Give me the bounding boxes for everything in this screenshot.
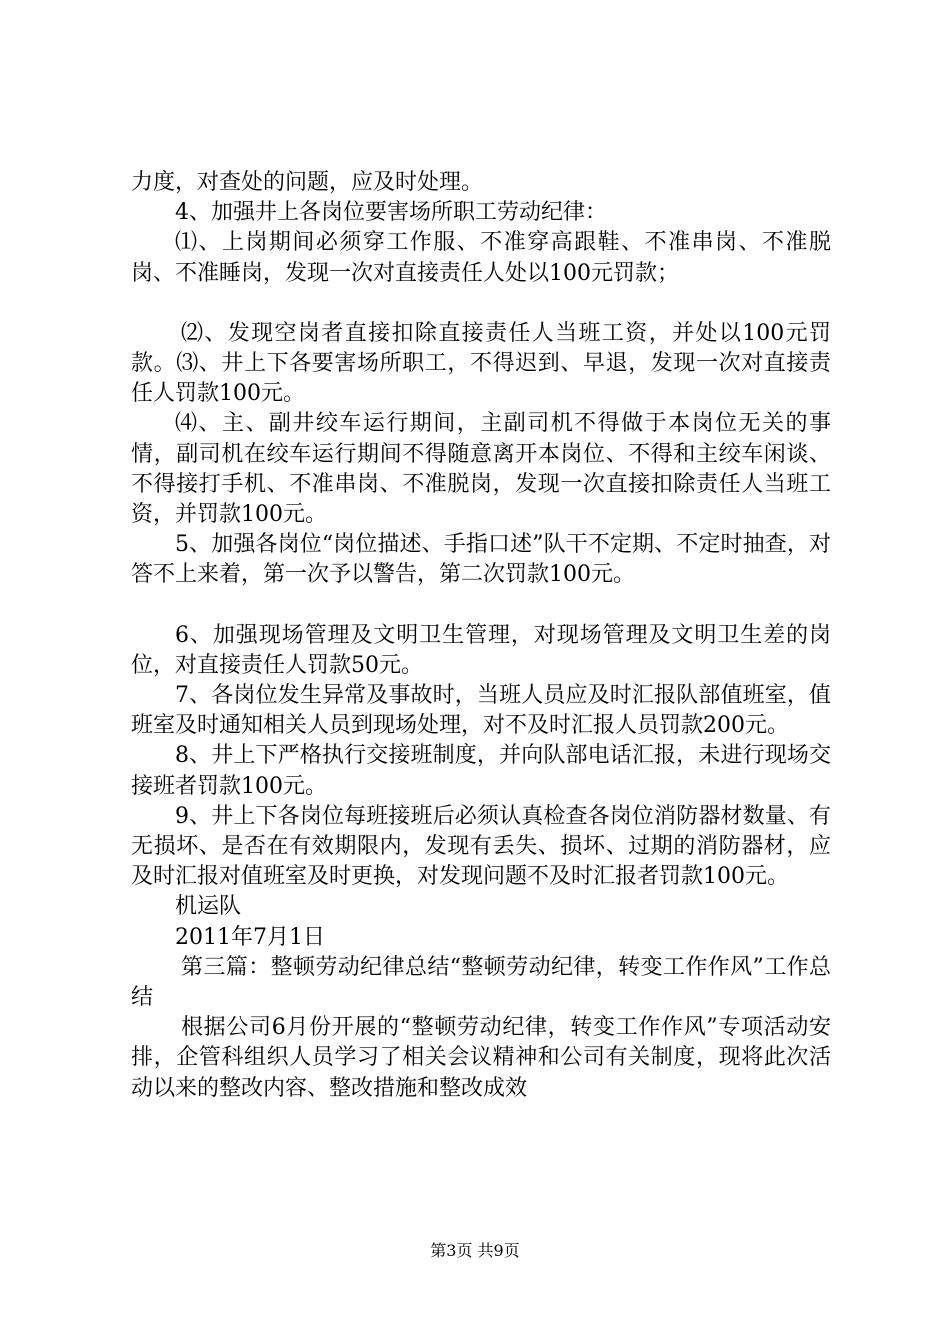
- paragraph-subitem-4: ⑷、主、副井绞车运行期间，主副司机不得做于本岗位无关的事情，副司机在绞车运行期间不得随意离开本岗位、不得和主绞车闲谈、不得接打手机、不准串岗、不准脱岗，发现一次直接扣除责任人当班工资，并罚款100元。: [131, 411, 831, 528]
- signature-date: 2011年7月1日: [175, 924, 325, 950]
- paragraph-continuation: 力度，对查处的问题，应及时处理。: [131, 170, 484, 195]
- paragraph-intro: 根据公司6月份开展的“整顿劳动纪律，转变工作作风”专项活动安排，企管科组织人员学习了相关会议精神和公司有关制度，现将此次活动以来的整改内容、整改措施和整改成效: [131, 1015, 831, 1101]
- page-number-footer: 第3页 共9页: [430, 1241, 520, 1260]
- paragraph-item-9: 9、井上下各岗位每班接班后必须认真检查各岗位消防器材数量、有无损坏、是否在有效期限内，发现有丢失、损坏、过期的消防器材，应及时汇报对值班室及时更换，对发现问题不及时汇报者罚款100元。: [131, 803, 831, 890]
- paragraph-item-4: 4、加强井上各岗位要害场所职工劳动纪律：: [175, 200, 607, 226]
- paragraph-subitem-1: ⑴、上岗期间必须穿工作服、不准穿高跟鞋、不准串岗、不准脱岗、不准睡岗，发现一次对直接责任人处以100元罚款；: [131, 230, 831, 286]
- section-heading: 第三篇：整顿劳动纪律总结“整顿劳动纪律，转变工作作风”工作总结: [131, 954, 831, 1011]
- signature-department: 机运队: [175, 894, 242, 920]
- paragraph-item-5: 5、加强各岗位“岗位描述、手指口述”队干不定期、不定时抽查，对答不上来着，第一次予以警告，第二次罚款100元。: [131, 532, 831, 588]
- paragraph-item-8: 8、井上下严格执行交接班制度，并向队部电话汇报，未进行现场交接班者罚款100元。: [131, 743, 831, 799]
- paragraph-subitem-2-3: ⑵、发现空岗者直接扣除直接责任人当班工资，并处以100元罚款。⑶、井上下各要害场所职工，不得迟到、早退，发现一次对直接责任人罚款100元。: [131, 320, 831, 407]
- document-body: [131, 168, 831, 1104]
- paragraph-item-6: 6、加强现场管理及文明卫生管理，对现场管理及文明卫生差的岗位，对直接责任人罚款50元。: [131, 622, 831, 678]
- paragraph-item-7: 7、各岗位发生异常及事故时，当班人员应及时汇报队部值班室，值班室及时通知相关人员到现场处理，对不及时汇报人员罚款200元。: [131, 683, 831, 739]
